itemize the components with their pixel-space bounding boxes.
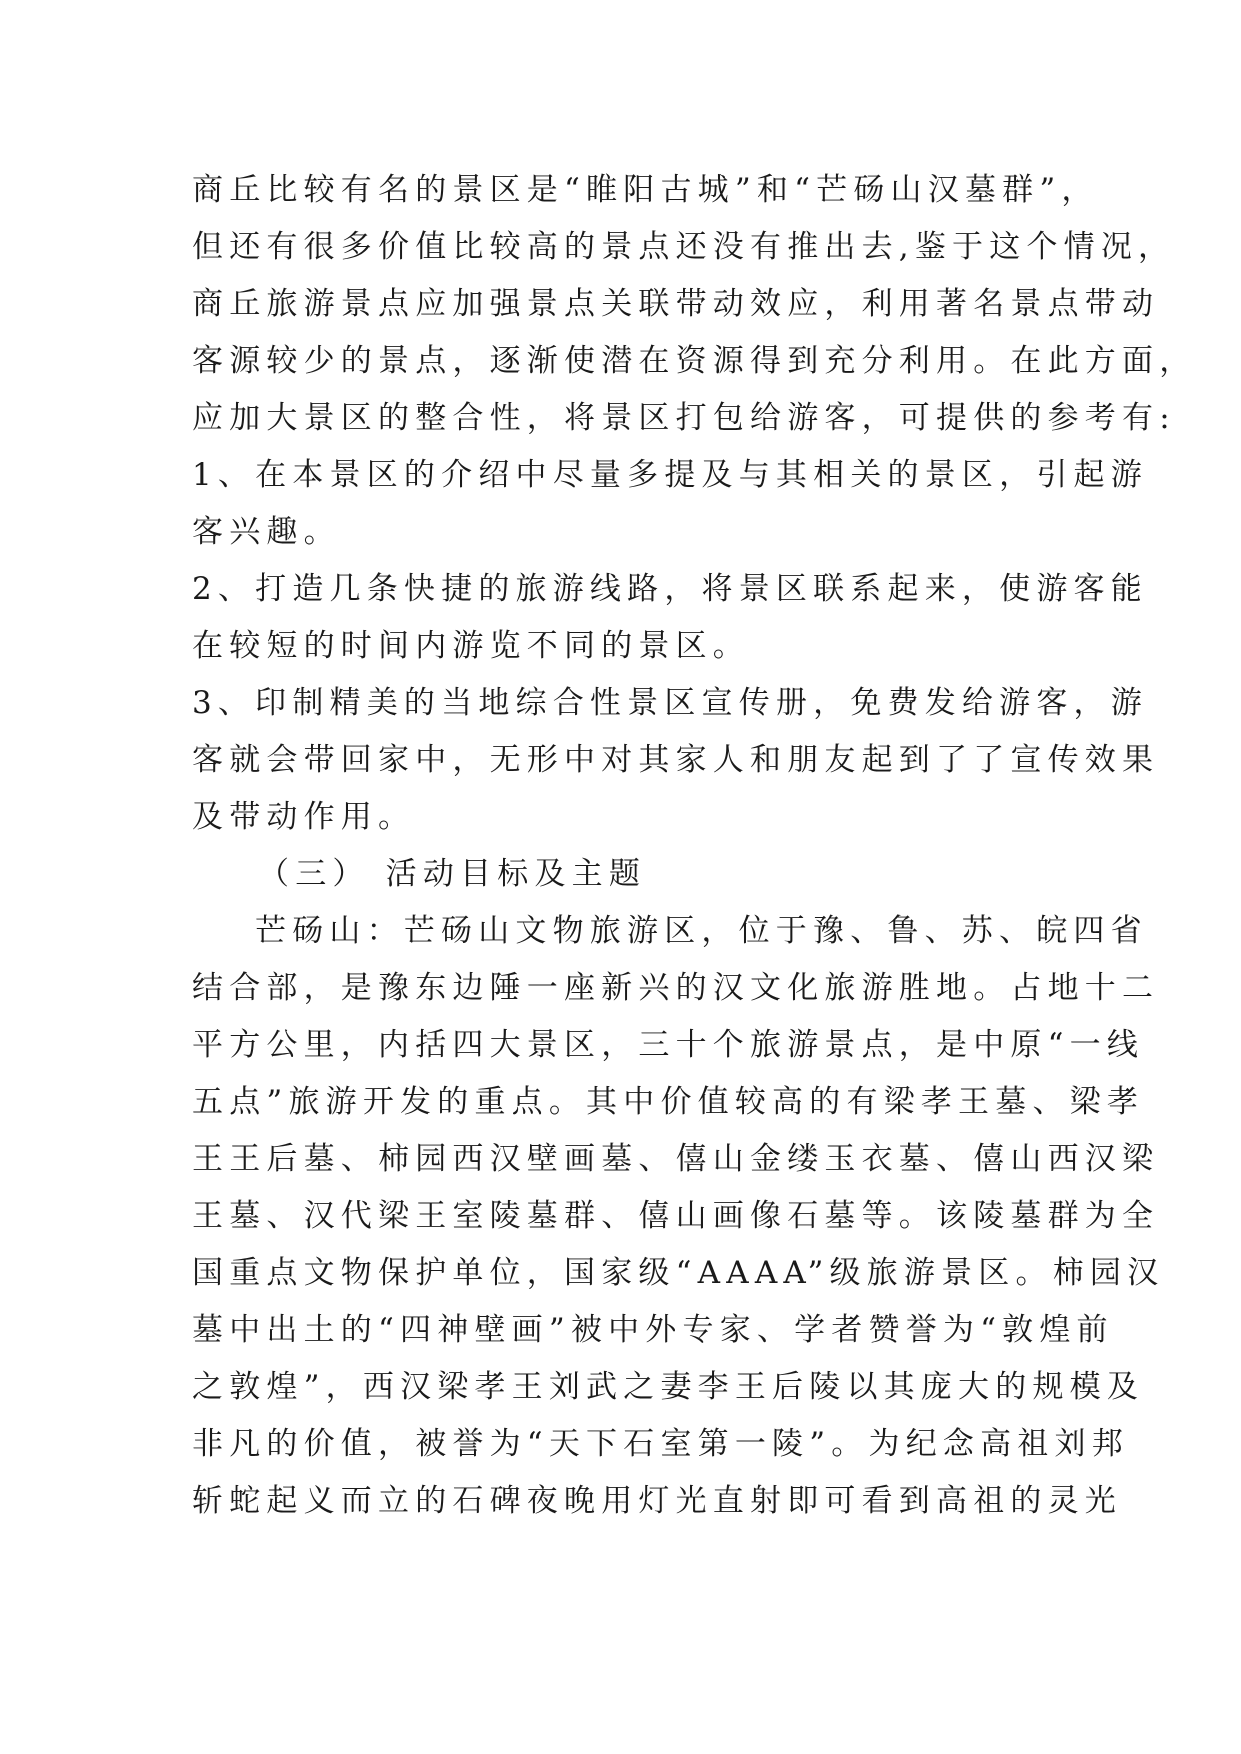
text-line: 但还有很多价值比较高的景点还没有推出去,鉴于这个情况， [192, 229, 1176, 265]
text-line: 应加大景区的整合性，将景区打包给游客，可提供的参考有: [192, 400, 1176, 436]
text-line: 结合部，是豫东边陲一座新兴的汉文化旅游胜地。占地十二 [192, 970, 1160, 1006]
text-line: 在较短的时间内游览不同的景区。 [192, 628, 750, 664]
section-heading: （三） 活动目标及主题 [258, 856, 647, 892]
list-item-2: 2、打造几条快捷的旅游线路，将景区联系起来，使游客能 [192, 571, 1148, 607]
text-line: 非凡的价值，被誉为“天下石室第一陵”。为纪念高祖刘邦 [192, 1426, 1129, 1462]
text-line: 商丘旅游景点应加强景点关联带动效应，利用著名景点带动 [192, 286, 1160, 322]
text-line: 墓中出土的“四神壁画”被中外专家、学者赞誉为“敦煌前 [192, 1312, 1114, 1348]
text-line: 客源较少的景点，逐渐使潜在资源得到充分利用。在此方面， [192, 343, 1197, 379]
paragraph-start: 芒砀山：芒砀山文物旅游区，位于豫、鲁、苏、皖四省 [255, 913, 1148, 949]
text-line: 国重点文物保护单位，国家级“AAAA”级旅游景区。柿园汉 [192, 1255, 1165, 1291]
text-line: 王墓、汉代梁王室陵墓群、僖山画像石墓等。该陵墓群为全 [192, 1198, 1160, 1234]
text-line: 客就会带回家中，无形中对其家人和朋友起到了了宣传效果 [192, 742, 1160, 778]
text-line: 及带动作用。 [192, 799, 416, 835]
text-line: 王王后墓、柿园西汉壁画墓、僖山金缕玉衣墓、僖山西汉梁 [192, 1141, 1160, 1177]
text-line: 五点”旅游开发的重点。其中价值较高的有梁孝王墓、梁孝 [192, 1084, 1145, 1120]
text-line: 商丘比较有名的景区是“睢阳古城”和“芒砀山汉墓群”， [192, 172, 1099, 208]
text-line: 客兴趣。 [192, 514, 341, 550]
text-line: 之敦煌”，西汉梁孝王刘武之妻李王后陵以其庞大的规模及 [192, 1369, 1145, 1405]
list-item-3: 3、印制精美的当地综合性景区宣传册，免费发给游客，游 [192, 685, 1148, 721]
list-item-1: 1、在本景区的介绍中尽量多提及与其相关的景区，引起游 [192, 457, 1148, 493]
text-line: 斩蛇起义而立的石碑夜晚用灯光直射即可看到高祖的灵光 [192, 1483, 1122, 1519]
text-line: 平方公里，内括四大景区，三十个旅游景点，是中原“一线 [192, 1027, 1145, 1063]
